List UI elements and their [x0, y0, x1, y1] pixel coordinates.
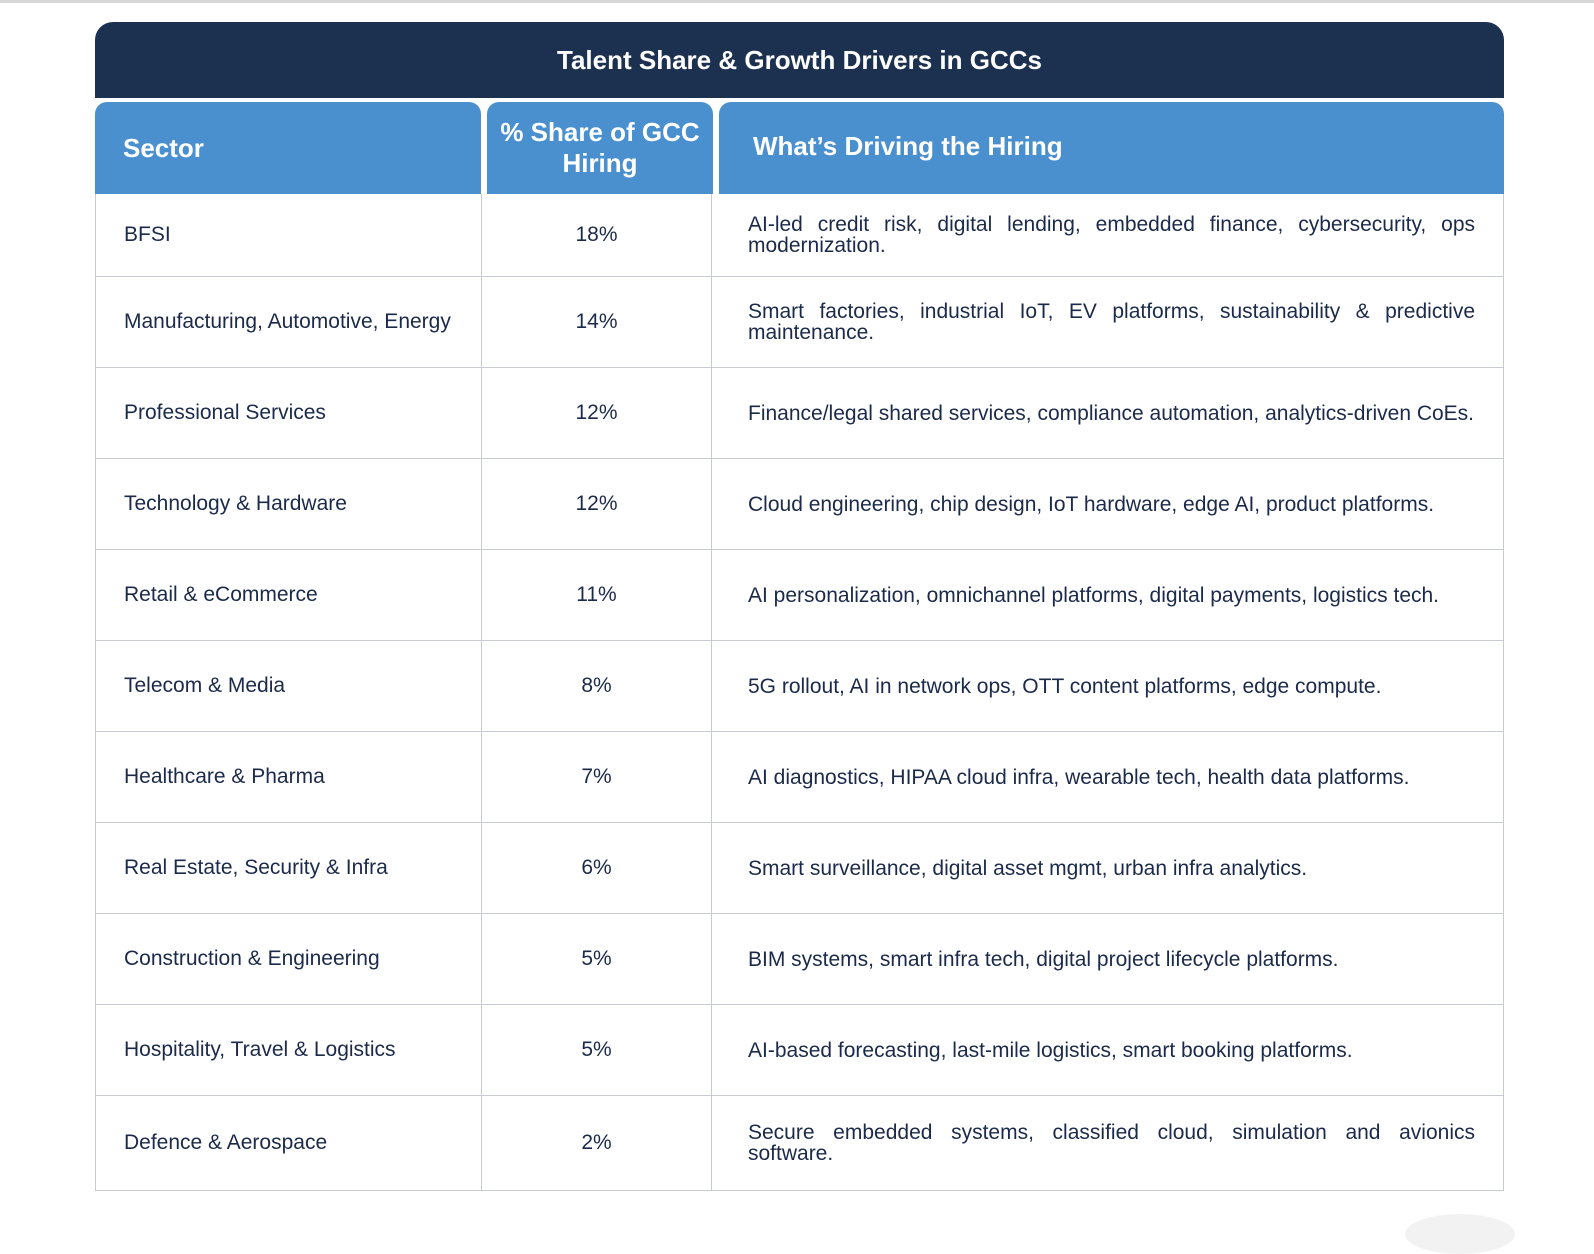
sector-cell: Defence & Aerospace: [96, 1096, 482, 1190]
drivers-text: AI-led credit risk, digital lending, embedded finance, cybersecurity, ops modernization.: [748, 213, 1475, 257]
drivers-text: AI personalization, omnichannel platforms, digital payments, logistics tech.: [748, 583, 1440, 607]
drivers-cell: [712, 550, 1503, 640]
drivers-cell: [712, 277, 1503, 367]
sector-cell: Telecom & Media: [96, 641, 482, 731]
sector-cell: Real Estate, Security & Infra: [96, 823, 482, 913]
share-cell: 18%: [482, 194, 712, 276]
talent-share-table: [95, 22, 1504, 1191]
drivers-cell: [712, 823, 1503, 913]
sector-cell: Hospitality, Travel & Logistics: [96, 1005, 482, 1095]
share-cell: 5%: [482, 1005, 712, 1095]
table-row: [96, 822, 1503, 913]
drivers-cell: [712, 732, 1503, 822]
drivers-text: Cloud engineering, chip design, IoT hardware, edge AI, product platforms.: [748, 492, 1435, 516]
table-row: [96, 276, 1503, 367]
share-cell: 12%: [482, 459, 712, 549]
table-title: Talent Share & Growth Drivers in GCCs: [95, 22, 1504, 98]
sector-cell: Technology & Hardware: [96, 459, 482, 549]
header-drivers: What’s Driving the Hiring: [719, 102, 1504, 194]
share-cell: 6%: [482, 823, 712, 913]
share-cell: 12%: [482, 368, 712, 458]
drivers-text: BIM systems, smart infra tech, digital project lifecycle platforms.: [748, 947, 1339, 971]
table-row: [96, 549, 1503, 640]
sector-cell: Construction & Engineering: [96, 914, 482, 1004]
top-rule: [0, 0, 1594, 3]
drivers-text: Secure embedded systems, classified cloud, simulation and avionics software.: [748, 1121, 1475, 1165]
share-cell: 8%: [482, 641, 712, 731]
share-cell: 14%: [482, 277, 712, 367]
table-row: [96, 194, 1503, 276]
drivers-text: Finance/legal shared services, compliance automation, analytics-driven CoEs.: [748, 401, 1475, 425]
table-row: [96, 731, 1503, 822]
sector-cell: Professional Services: [96, 368, 482, 458]
sector-cell: Retail & eCommerce: [96, 550, 482, 640]
table-row: [96, 1004, 1503, 1095]
drivers-text: 5G rollout, AI in network ops, OTT content platforms, edge compute.: [748, 674, 1382, 698]
share-cell: 2%: [482, 1096, 712, 1190]
table-row: [96, 1095, 1503, 1190]
sector-cell: BFSI: [96, 194, 482, 276]
table-row: [96, 913, 1503, 1004]
drivers-text: Smart factories, industrial IoT, EV platforms, sustainability & predictive maintenance.: [748, 300, 1475, 344]
header-sector: Sector: [95, 102, 481, 194]
table-body: [95, 194, 1504, 1191]
drivers-cell: [712, 1005, 1503, 1095]
share-cell: 5%: [482, 914, 712, 1004]
table-row: [96, 640, 1503, 731]
drivers-cell: [712, 914, 1503, 1004]
drivers-cell: [712, 194, 1503, 276]
sector-cell: Healthcare & Pharma: [96, 732, 482, 822]
sector-cell: Manufacturing, Automotive, Energy: [96, 277, 482, 367]
table-row: [96, 367, 1503, 458]
drivers-cell: [712, 641, 1503, 731]
drivers-text: AI-based forecasting, last-mile logistics, smart booking platforms.: [748, 1038, 1353, 1062]
drivers-text: Smart surveillance, digital asset mgmt, urban infra analytics.: [748, 856, 1308, 880]
table-row: [96, 458, 1503, 549]
drivers-cell: [712, 368, 1503, 458]
page-corner-shape: [1405, 1214, 1515, 1254]
header-share: % Share of GCC Hiring: [487, 102, 713, 194]
drivers-text: AI diagnostics, HIPAA cloud infra, wearable tech, health data platforms.: [748, 765, 1410, 789]
share-cell: 11%: [482, 550, 712, 640]
table-header-row: [95, 102, 1504, 194]
drivers-cell: [712, 459, 1503, 549]
share-cell: 7%: [482, 732, 712, 822]
drivers-cell: [712, 1096, 1503, 1190]
